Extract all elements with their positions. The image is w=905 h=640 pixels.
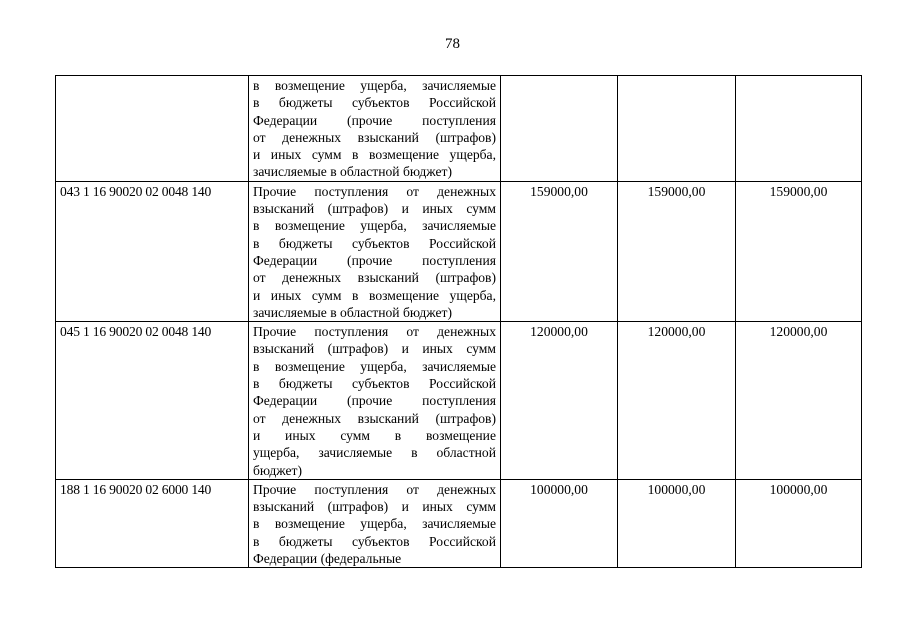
description-line: ущерба, зачисляемые в областной: [253, 445, 496, 461]
description-line: от денежных взысканий (штрафов): [253, 129, 496, 145]
amount-2-cell: [618, 76, 736, 182]
description-cell: [249, 322, 501, 480]
revenue-code-cell: [56, 76, 249, 182]
description-cell: [249, 181, 501, 321]
description-line: взысканий (штрафов) и иных сумм: [253, 341, 496, 357]
description-line: в бюджеты субъектов Российской: [253, 235, 496, 251]
table-row: [56, 479, 862, 567]
description-line: в возмещение ущерба, зачисляемые: [253, 218, 496, 234]
amount-3-cell: 159000,00: [736, 181, 862, 321]
table-row: [56, 76, 862, 182]
amount-1-cell: 120000,00: [501, 322, 618, 480]
amount-1-cell: 159000,00: [501, 181, 618, 321]
description-line: в возмещение ущерба, зачисляемые: [253, 358, 496, 374]
description-line: от денежных взысканий (штрафов): [253, 270, 496, 286]
description-line: Прочие поступления от денежных: [253, 481, 496, 497]
description-line: Прочие поступления от денежных: [253, 183, 496, 199]
amount-2-cell: 120000,00: [618, 322, 736, 480]
description-line: Федерации (прочие поступления: [253, 252, 496, 268]
revenue-code-cell: 043 1 16 90020 02 0048 140: [56, 181, 249, 321]
table-row: [56, 322, 862, 480]
description-line: и иных сумм в возмещение ущерба,: [253, 287, 496, 303]
description-line: и иных сумм в возмещение: [253, 427, 496, 443]
amount-2-cell: 100000,00: [618, 479, 736, 567]
description-line: бюджет): [253, 462, 303, 478]
amount-3-cell: 100000,00: [736, 479, 862, 567]
amount-1-cell: 100000,00: [501, 479, 618, 567]
description-line: в возмещение ущерба, зачисляемые: [253, 78, 496, 93]
revenue-code-cell: 045 1 16 90020 02 0048 140: [56, 322, 249, 480]
description-line: взысканий (штрафов) и иных сумм: [253, 499, 496, 515]
description-line: в бюджеты субъектов Российской: [253, 95, 496, 111]
description-cell: [249, 76, 501, 182]
description-line: от денежных взысканий (штрафов): [253, 410, 496, 426]
description-line: взысканий (штрафов) и иных сумм: [253, 201, 496, 217]
description-line: Федерации (прочие поступления: [253, 393, 496, 409]
description-line: зачисляемые в областной бюджет): [253, 304, 452, 320]
description-line: в бюджеты субъектов Российской: [253, 533, 496, 549]
table-row: [56, 181, 862, 321]
amount-1-cell: [501, 76, 618, 182]
table-body: [56, 76, 862, 568]
budget-revenue-table: [55, 75, 862, 568]
description-line: зачисляемые в областной бюджет): [253, 164, 452, 180]
description-line: в возмещение ущерба, зачисляемые: [253, 516, 496, 532]
description-line: Прочие поступления от денежных: [253, 324, 496, 340]
amount-2-cell: 159000,00: [618, 181, 736, 321]
description-line: Федерации (прочие поступления: [253, 112, 496, 128]
description-line: в бюджеты субъектов Российской: [253, 376, 496, 392]
page-number: 78: [445, 36, 460, 52]
amount-3-cell: 120000,00: [736, 322, 862, 480]
description-line: Федерации (федеральные: [253, 551, 402, 567]
description-cell: [249, 479, 501, 567]
revenue-code-cell: 188 1 16 90020 02 6000 140: [56, 479, 249, 567]
description-line: и иных сумм в возмещение ущерба,: [253, 147, 496, 163]
amount-3-cell: [736, 76, 862, 182]
